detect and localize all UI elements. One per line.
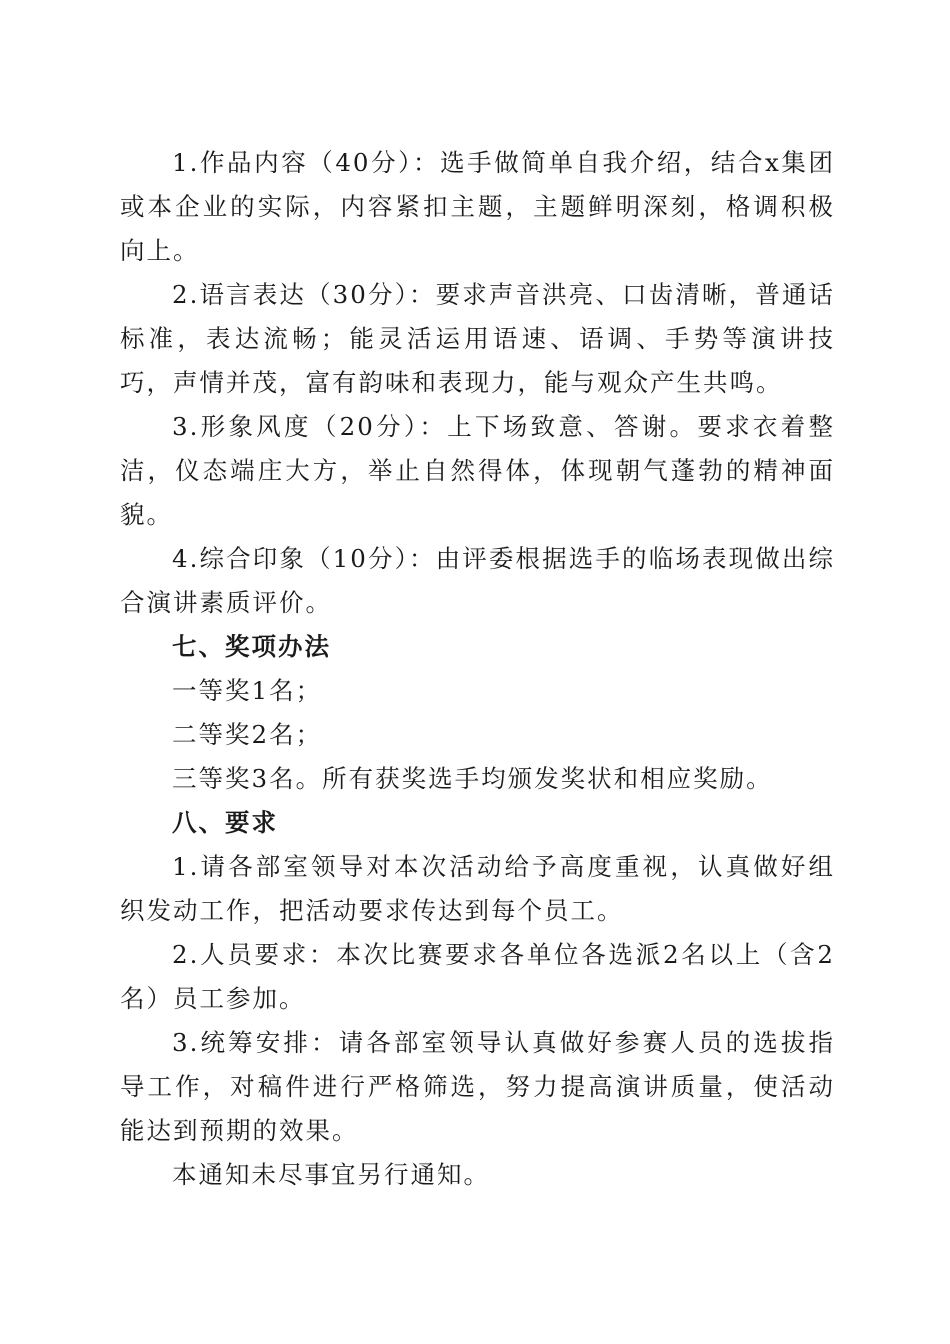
document-body [120, 141, 835, 1197]
section-awards-heading: 七、奖项办法 [172, 632, 331, 661]
scoring-item-overall: 4.综合印象（10分）：由评委根据选手的临场表现做出综合演讲素质评价。 [120, 544, 835, 617]
requirement-item-2: 2.人员要求：本次比赛要求各单位各选派2名以上（含2名）员工参加。 [120, 940, 835, 1013]
scoring-item-language: 2.语言表达（30分）：要求声音洪亮、口齿清晰，普通话标准，表达流畅；能灵活运用语速、语调、手势等演讲技巧，声情并茂，富有韵味和表现力，能与观众产生共鸣。 [120, 280, 835, 397]
requirement-item-3: 3.统筹安排：请各部室领导认真做好参赛人员的选拔指导工作，对稿件进行严格筛选，努力提高演讲质量，使活动能达到预期的效果。 [120, 1028, 835, 1145]
scoring-item-image: 3.形象风度（20分）：上下场致意、答谢。要求衣着整洁，仪态端庄大方，举止自然得体，体现朝气蓬勃的精神面貌。 [120, 412, 835, 529]
award-third-prize: 三等奖3名。所有获奖选手均颁发奖状和相应奖励。 [172, 764, 773, 793]
requirement-item-1: 1.请各部室领导对本次活动给予高度重视，认真做好组织发动工作，把活动要求传达到每个员工。 [120, 852, 835, 925]
award-second-prize: 二等奖2名； [172, 720, 323, 749]
closing-note: 本通知未尽事宜另行通知。 [172, 1160, 490, 1189]
section-requirements-heading: 八、要求 [172, 808, 278, 837]
scoring-item-content: 1.作品内容（40分）：选手做简单自我介绍，结合x集团或本企业的实际，内容紧扣主题，主题鲜明深刻，格调积极向上。 [120, 148, 835, 265]
award-first-prize: 一等奖1名； [172, 676, 323, 705]
